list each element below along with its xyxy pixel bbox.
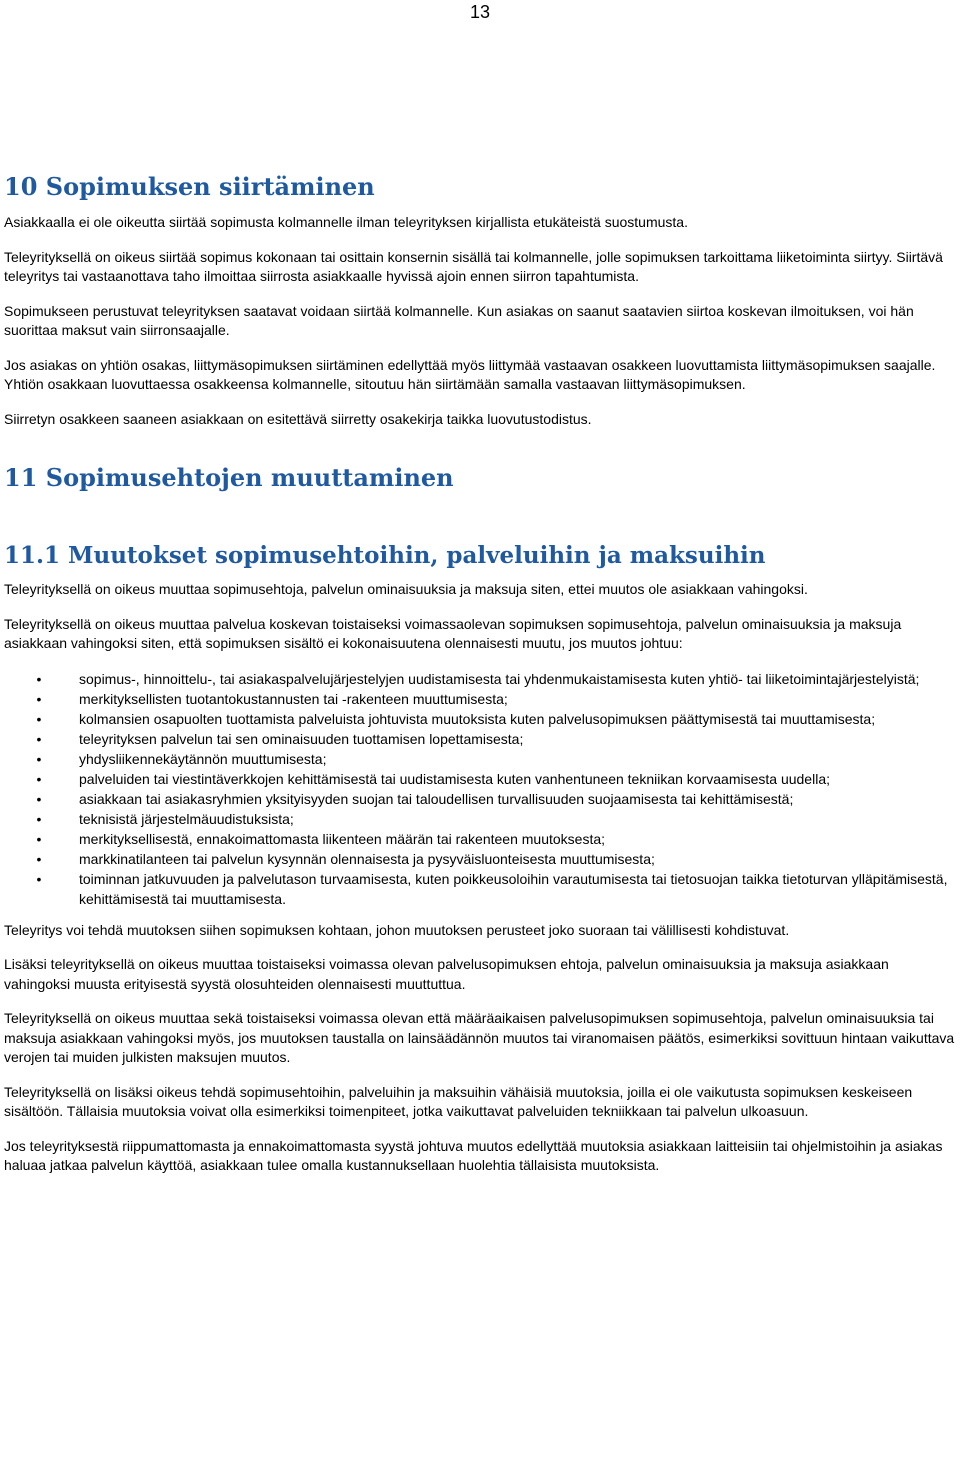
list-item-text: palveluiden tai viestintäverkkojen kehittämisestä tai uudistamisesta kuten vanhentuneen tekniikan korvaamisesta uudella; — [79, 770, 830, 787]
list-item — [4, 669, 956, 689]
paragraph: Asiakkaalla ei ole oikeutta siirtää sopimusta kolmannelle ilman teleyrityksen kirjallista etukäteistä suostumusta. — [4, 214, 688, 230]
paragraph: Teleyrityksellä on oikeus siirtää sopimus kokonaan tai osittain konsernin sisällä tai kolmannelle, jolle sopimuksen tarkoittama liiketoiminta siirtyy. Siirtävä teleyritys tai vastaanottava taho ilmoittaa siirrosta asiakkaalle hyvissä ajoin ennen siirron tapahtumista. — [4, 248, 943, 284]
change-reasons-list — [4, 669, 956, 909]
list-item — [4, 769, 956, 789]
list-item-text: teknisistä järjestelmäuudistuksista; — [79, 810, 294, 827]
list-item — [4, 729, 956, 749]
list-item-text: toiminnan jatkuvuuden ja palvelutason turvaamisesta, kuten poikkeusoloihin varautumisesta tai tietosuojan taikka tietoturvan ylläpitämisestä, kehittämisestä tai muuttamisesta. — [79, 870, 948, 907]
list-item — [4, 789, 956, 809]
bullet-icon: • — [36, 810, 42, 827]
bullet-icon: • — [36, 750, 42, 767]
paragraph: Teleyritys voi tehdä muutoksen siihen sopimuksen kohtaan, johon muutoksen perusteet joko suoraan tai välillisesti kohdistuvat. — [4, 921, 790, 938]
list-item-text: merkityksellisten tuotantokustannusten tai -rakenteen muuttumisesta; — [79, 690, 508, 707]
bullet-icon: • — [36, 770, 42, 787]
list-item — [4, 829, 956, 849]
list-item-text: sopimus-, hinnoittelu-, tai asiakaspalvelujärjestelyjen uudistamisesta tai yhdenmukaistamisesta kuten yhtiö- tai liiketoimintajärjestelyistä; — [79, 670, 920, 687]
bullet-icon: • — [36, 790, 42, 807]
bullet-icon: • — [36, 830, 42, 847]
section-heading: 11 Sopimusehtojen muuttaminen — [4, 463, 454, 492]
paragraph: Jos teleyrityksestä riippumattomasta ja ennakoimattomasta syystä johtuva muutos edellyttää muutoksia asiakkaan laitteisiin tai ohjelmistoihin ja asiakas haluaa jatkaa palvelun käyttöä, asiakkaan tulee omalla kustannuksellaan huolehtia tällaisista muutoksista. — [4, 1137, 943, 1173]
list-item-text: markkinatilanteen tai palvelun kysynnän olennaisesta ja pysyväisluonteisesta muuttumisesta; — [79, 850, 655, 867]
bullet-icon: • — [36, 870, 42, 887]
list-item — [4, 809, 956, 829]
paragraph: Teleyrityksellä on lisäksi oikeus tehdä sopimusehtoihin, palveluihin ja maksuihin vähäisiä muutoksia, joilla ei ole vaikutusta sopimuksen keskeiseen sisältöön. Tällaisia muutoksia voivat olla esimerkiksi toimenpiteet, jotka vaikuttavat palveluiden tekniikkaan tai palvelun ulkoasuun. — [4, 1083, 913, 1119]
paragraph: Lisäksi teleyrityksellä on oikeus muuttaa toistaiseksi voimassa olevan palvelusopimuksen ehtoja, palvelun ominaisuuksia ja maksuja asiakkaan vahingoksi muusta erityisestä syystä olosuhteiden olennaisesti muuttuttua. — [4, 956, 889, 992]
paragraph: Jos asiakas on yhtiön osakas, liittymäsopimuksen siirtäminen edellyttää myös liittymää vastaavan osakkeen luovuttamista liittymäsopimuksen saajalle. Yhtiön osakkaan luovuttaessa osakkeensa kolmannelle, sitoutuu hän siirtämään samalla vastaavan liittymäsopimuksen. — [4, 356, 936, 392]
section-heading: 10 Sopimuksen siirtäminen — [4, 172, 375, 201]
list-item — [4, 689, 956, 709]
list-item-text: kolmansien osapuolten tuottamista palveluista johtuvista muutoksista kuten palvelusopimuksen päättymisestä tai muuttamisesta; — [79, 710, 876, 727]
list-item-text: merkityksellisestä, ennakoimattomasta liikenteen määrän tai rakenteen muutoksesta; — [79, 830, 606, 847]
paragraph: Teleyrityksellä on oikeus muuttaa sopimusehtoja, palvelun ominaisuuksia ja maksuja siten, ettei muutos ole asiakkaan vahingoksi. — [4, 581, 808, 597]
list-item-text: teleyrityksen palvelun tai sen ominaisuuden tuottamisen lopettamisesta; — [79, 730, 524, 747]
paragraph: Siirretyn osakkeen saaneen asiakkaan on esitettävä siirretty osakekirja taikka luovutustodistus. — [4, 410, 592, 427]
section-11-1 — [4, 539, 956, 1176]
paragraph: Sopimukseen perustuvat teleyrityksen saatavat voidaan siirtää kolmannelle. Kun asiakas on saanut saatavien siirtoa koskevan ilmoituksen, voi hän suorittaa maksut vain siirronsaajalle. — [4, 302, 914, 338]
list-item — [4, 749, 956, 769]
page-number: 13 — [469, 2, 491, 22]
list-item-text: asiakkaan tai asiakasryhmien yksityisyyden suojan tai taloudellisen turvallisuuden suojaamisesta tai kehittämisestä; — [79, 790, 794, 807]
list-item-text: yhdysliikennekäytännön muuttumisesta; — [79, 750, 327, 767]
list-item — [4, 849, 956, 869]
section-11 — [4, 461, 956, 495]
bullet-icon: • — [36, 710, 42, 727]
bullet-icon: • — [36, 690, 42, 707]
subsection-heading: 11.1 Muutokset sopimusehtoihin, palveluihin ja maksuihin — [4, 542, 766, 569]
list-item — [4, 869, 956, 909]
bullet-icon: • — [36, 730, 42, 747]
bullet-icon: • — [36, 670, 42, 687]
list-item — [4, 709, 956, 729]
bullet-icon: • — [36, 850, 42, 867]
section-10 — [4, 170, 956, 429]
document-body — [4, 170, 956, 1191]
paragraph: Teleyrityksellä on oikeus muuttaa palvelua koskevan toistaiseksi voimassaolevan sopimuksen sopimusehtoja, palvelun ominaisuuksia ja maksuja asiakkaan vahingoksi siten, että sopimuksen sisältö ei kokonaisuutena olennaisesti muutu, jos muutos johtuu: — [4, 615, 902, 651]
paragraph: Teleyrityksellä on oikeus muuttaa sekä toistaiseksi voimassa olevan että määräaikaisen palvelusopimuksen sopimusehtoja, palvelun ominaisuuksia tai maksuja asiakkaan vahingoksi myös, jos muutoksen taustalla on lainsäädännön muutos tai viranomaisen päätös, esimerkiksi sovittuun hintaan vaikuttava verojen tai muiden julkisten maksujen muutos. — [4, 1010, 955, 1065]
